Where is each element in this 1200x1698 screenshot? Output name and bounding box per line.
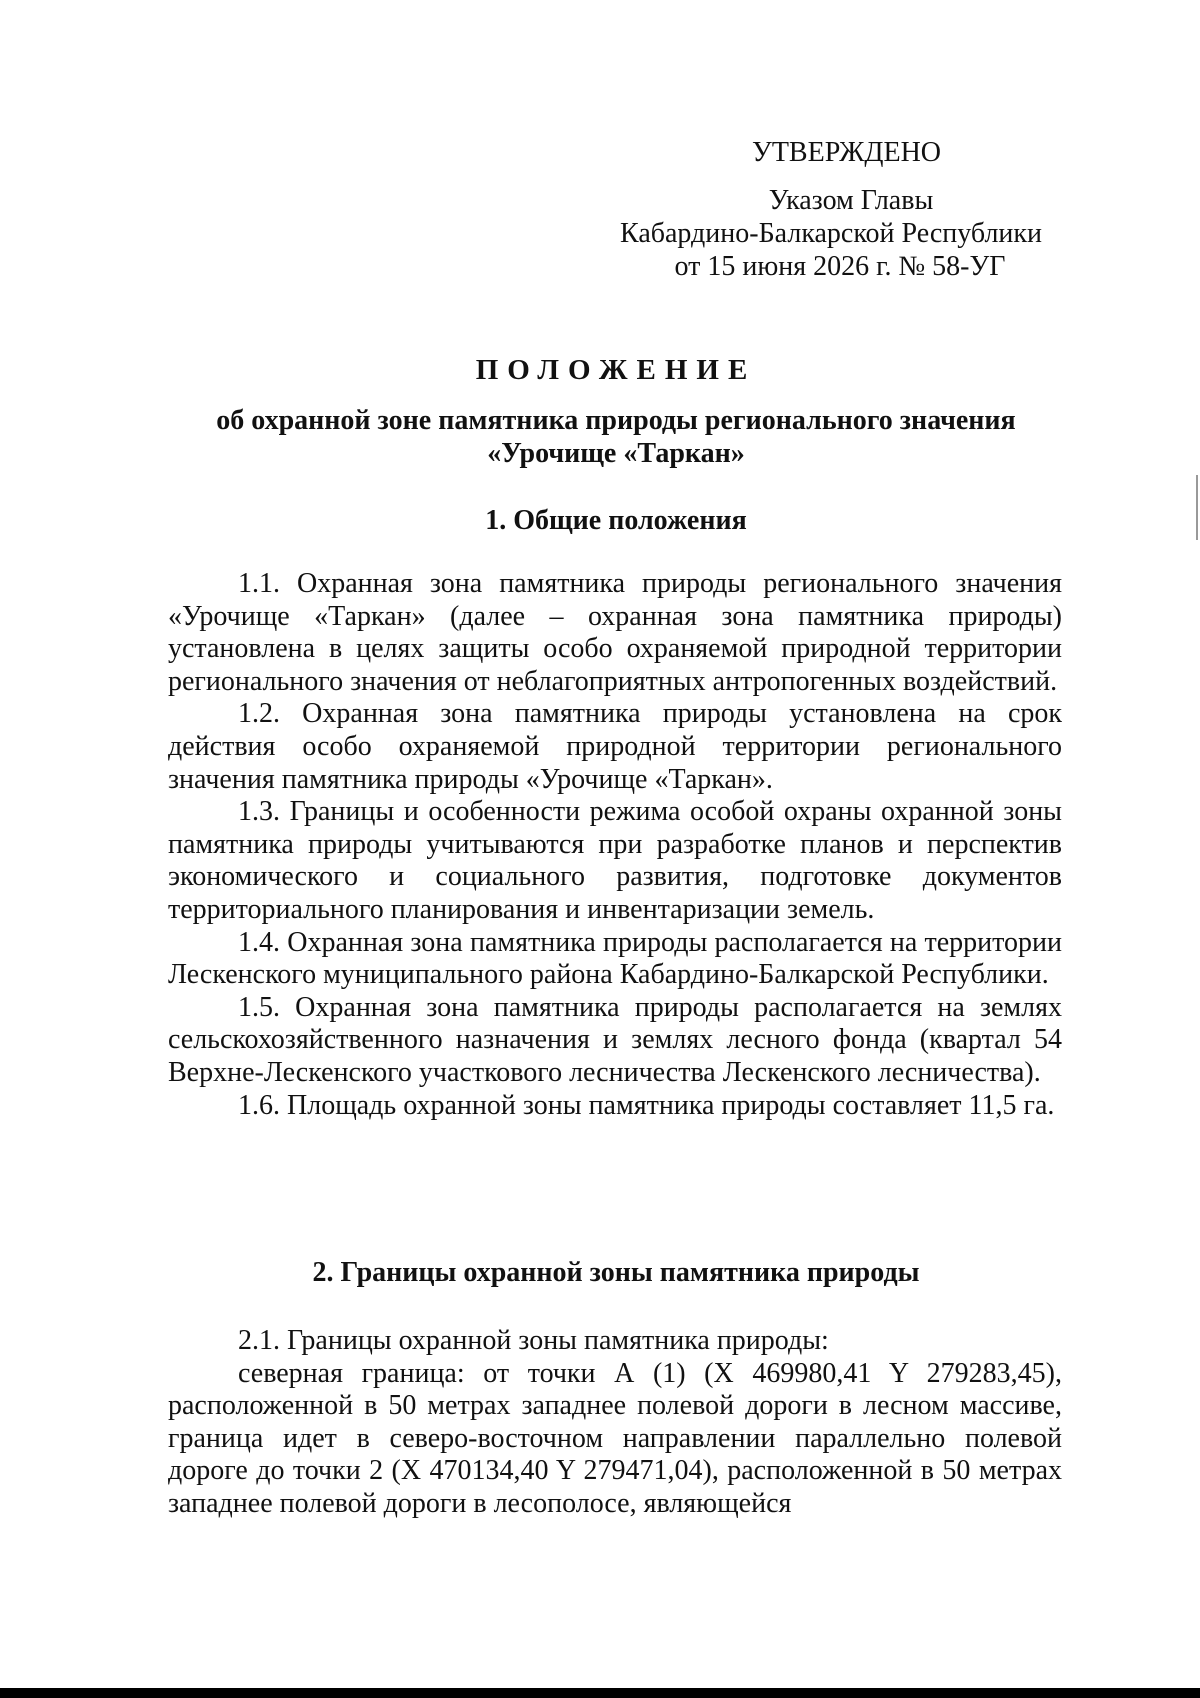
scan-edge-mark <box>1196 475 1198 540</box>
approval-line-2: Кабардино-Балкарской Республики <box>620 218 1042 249</box>
paragraph-1-5: 1.5. Охранная зона памятника природы располагается на землях сельскохозяйственного назначения и землях лесного фонда (квартал 54 Верхне-Лескенского участкового лесничества Лескенского лесничества). <box>168 991 1062 1088</box>
approval-line-3: от 15 июня 2026 г. № 58-УГ <box>674 251 1006 282</box>
section-2-heading: 2. Границы охранной зоны памятника природы <box>312 1257 920 1288</box>
paragraph-2-1: 2.1. Границы охранной зоны памятника природы: <box>238 1325 829 1356</box>
scan-bottom-edge <box>0 1688 1200 1698</box>
document-subtitle-line-2: «Урочище «Таркан» <box>487 438 745 469</box>
section-1-body <box>168 568 1062 1122</box>
approval-heading: УТВЕРЖДЕНО <box>752 137 942 168</box>
section-1-heading: 1. Общие положения <box>485 505 747 536</box>
paragraph-1-1: 1.1. Охранная зона памятника природы регионального значения «Урочище «Таркан» (далее – охранная зона памятника природы) установлена в целях защиты особо охраняемой природной территории регионального значения от неблагоприятных антропогенных воздействий. <box>168 568 1062 697</box>
paragraph-1-6: 1.6. Площадь охранной зоны памятника природы составляет 11,5 га. <box>238 1089 1055 1121</box>
paragraph-1-2: 1.2. Охранная зона памятника природы установлена на срок действия особо охраняемой природной территории регионального значения памятника природы «Урочище «Таркан». <box>168 698 1062 795</box>
paragraph-2-north-boundary: северная граница: от точки А (1) (X 469980,41 Y 279283,45), расположенной в 50 метрах западнее полевой дороги в лесном массиве, граница идет в северо-восточном направлении параллельно полевой дороге до точки 2 (X 470134,40 Y 279471,04), расположенной в 50 метрах западнее полевой дороги в лесополосе, являющейся <box>168 1357 1062 1519</box>
document-subtitle <box>168 404 1064 470</box>
document-title: ПОЛОЖЕНИЕ <box>475 354 757 386</box>
section-2-body <box>168 1325 1062 1521</box>
paragraph-1-4: 1.4. Охранная зона памятника природы располагается на территории Лескенского муниципального района Кабардино-Балкарской Республики. <box>168 926 1062 991</box>
approval-block <box>600 136 1062 283</box>
approval-line-1: Указом Главы <box>768 185 934 216</box>
paragraph-1-3: 1.3. Границы и особенности режима особой охраны охранной зоны памятника природы учитываются при разработке планов и перспектив экономического и социального развития, подготовке документов территориального планирования и инвентаризации земель. <box>168 796 1062 925</box>
document-subtitle-line-1: об охранной зоне памятника природы регионального значения <box>216 405 1016 436</box>
